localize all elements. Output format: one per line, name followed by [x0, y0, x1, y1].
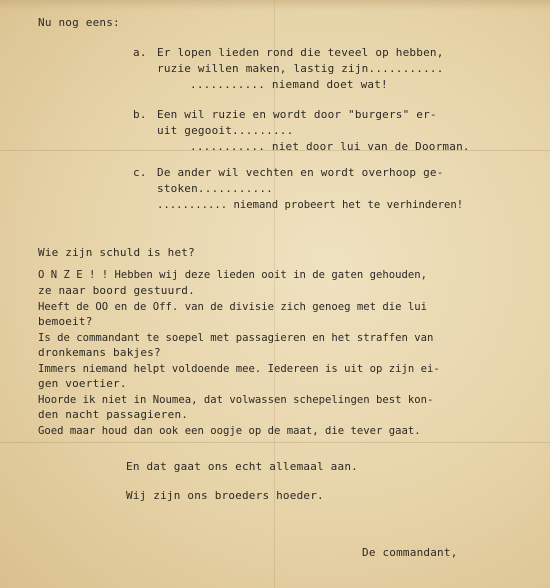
answer-line: ze naar boord gestuurd.	[38, 284, 195, 297]
paper-edge-shade	[0, 0, 550, 10]
paper-fold-line	[0, 442, 550, 443]
heading: Nu nog eens:	[38, 16, 120, 29]
item-marker: b.	[133, 108, 147, 121]
item-line: ........... niet door lui van de Doorman.	[190, 140, 470, 153]
answer-line: dronkemans bakjes?	[38, 346, 161, 359]
closing-line: En dat gaat ons echt allemaal aan.	[126, 460, 358, 473]
item-line: ........... niemand probeert het te verhinderen!	[157, 199, 464, 211]
item-line: De ander wil vechten en wordt overhoop ge-	[157, 166, 444, 179]
item-line: uit gegooit.........	[157, 124, 294, 137]
item-line: Een wil ruzie en wordt door "burgers" er-	[157, 108, 437, 121]
answer-line: Immers niemand helpt voldoende mee. Iedereen is uit op zijn ei-	[38, 363, 440, 375]
closing-line: Wij zijn ons broeders hoeder.	[126, 489, 324, 502]
signature: De commandant,	[362, 546, 458, 559]
answer-line: Heeft de OO en de Off. van de divisie zich genoeg met die lui	[38, 301, 428, 313]
item-line: stoken...........	[157, 182, 273, 195]
item-line: Er lopen lieden rond die teveel op hebben,	[157, 46, 444, 59]
question: Wie zijn schuld is het?	[38, 246, 195, 259]
item-marker: a.	[133, 46, 147, 59]
answer-line: Is de commandant te soepel met passagieren en het straffen van	[38, 332, 434, 344]
answer-line: den nacht passagieren.	[38, 408, 189, 421]
item-line: ........... niemand doet wat!	[190, 78, 388, 91]
answer-line: Goed maar houd dan ook een oogje op de maat, die tever gaat.	[38, 425, 421, 437]
answer-line: O N Z E ! ! Hebben wij deze lieden ooit in de gaten gehouden,	[38, 269, 428, 281]
item-line: ruzie willen maken, lastig zijn...........	[157, 62, 444, 75]
answer-line: gen voertier.	[38, 377, 127, 390]
answer-line: bemoeit?	[38, 315, 93, 328]
item-marker: c.	[133, 166, 147, 179]
answer-line: Hoorde ik niet in Noumea, dat volwassen schepelingen best kon-	[38, 394, 434, 406]
